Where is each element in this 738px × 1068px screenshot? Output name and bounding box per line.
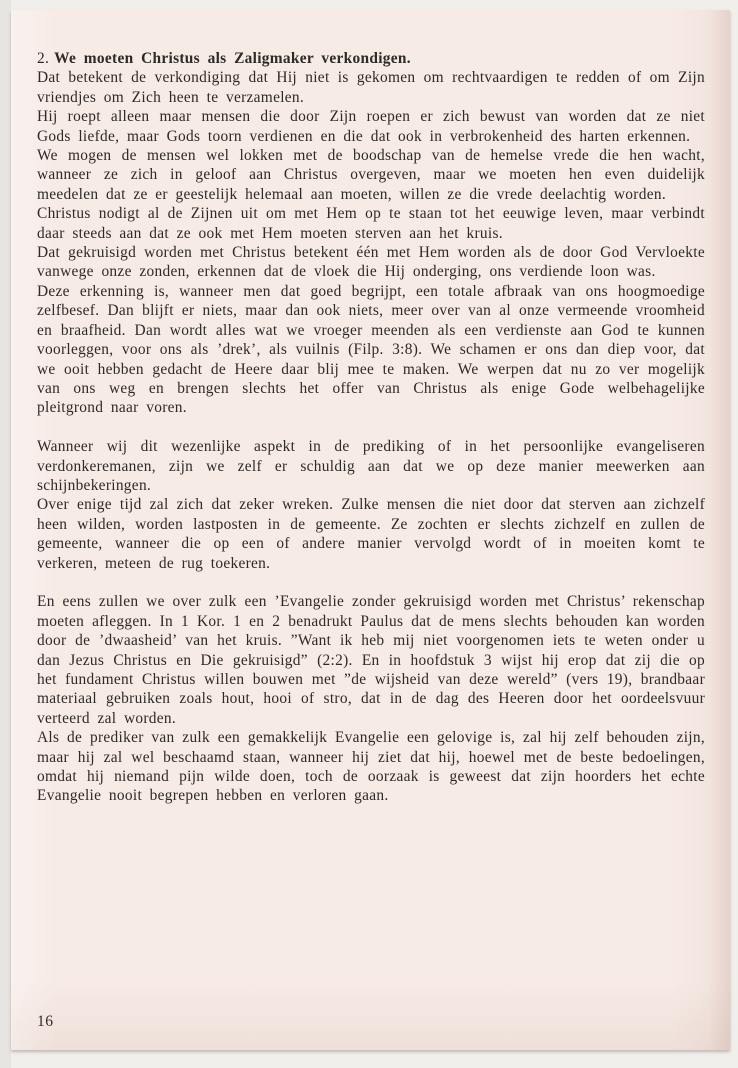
book-page (11, 10, 730, 1050)
paragraph: Dat gekruisigd worden met Christus betekent één met Hem worden als de door God Vervloekte vanwege onze zonden, erkennen dat de vloek die Hij onderging, ons verdiende loon was. (37, 244, 705, 281)
paragraph: Over enige tijd zal zich dat zeker wreken. Zulke mensen die niet door dat sterven aan zichzelf heen wilden, worden lastposten in de gemeente. Ze zochten er slechts zichzelf en zullen de gemeente, wanneer die op een of andere manier vervolgd wordt of in moeiten komt te verkeren, meteen de rug toekeren. (37, 496, 705, 572)
page-text (37, 49, 705, 806)
page-number: 16 (37, 1013, 54, 1030)
section-title: We moeten Christus als Zaligmaker verkondigen. (54, 50, 411, 67)
section-number: 2. (37, 50, 50, 67)
paragraph: Christus nodigt al de Zijnen uit om met Hem op te staan tot het eeuwige leven, maar verbindt daar steeds aan dat ze ook met Hem moeten sterven aan het kruis. (37, 205, 705, 242)
paragraph: We mogen de mensen wel lokken met de boodschap van de hemelse vrede die hen wacht, wanneer ze zich in geloof aan Christus overgeven, maar we moeten hen even duidelijk meedelen dat ze er geestelijk helemaal aan moeten, willen ze die vrede deelachtig worden. (37, 147, 705, 203)
paragraph: Wanneer wij dit wezenlijke aspekt in de prediking of in het persoonlijke evangeliseren verdonkeremanen, zijn we zelf er schuldig aan dat we op deze manier meewerken aan schijnbekeringen. (37, 438, 705, 494)
paragraph: Als de prediker van zulk een gemakkelijk Evangelie een gelovige is, zal hij zelf behouden zijn, maar hij zal wel beschaamd staan, wanneer hij ziet dat hij, hoewel met de beste bedoelingen, omdat hij niemand pijn wilde doen, toch de oorzaak is geweest dat zijn hoorders het echte Evangelie nooit begrepen hebben en verloren gaan. (37, 729, 705, 805)
paragraph: Dat betekent de verkondiging dat Hij niet is gekomen om rechtvaardigen te redden of om Zijn vriendjes om Zich heen te verzamelen. (37, 69, 705, 106)
paragraph: En eens zullen we over zulk een ’Evangelie zonder gekruisigd worden met Christus’ rekenschap moeten afleggen. In 1 Kor. 1 en 2 benadrukt Paulus dat de mens slechts behouden kan worden door de ’dwaasheid’ van het kruis. ”Want ik heb mij niet voorgenomen iets te weten onder u dan Jezus Christus en Die gekruisigd” (2:2). En in hoofdstuk 3 wijst hij erop dat zij die op het fundament Christus willen bouwen met ”de wijsheid van deze wereld” (vers 19), brandbaar materiaal gebruiken zoals hout, hooi of stro, dat in de dag des Heeren door het oordeelsvuur verteerd zal worden. (37, 593, 705, 727)
section-heading (37, 49, 705, 68)
paragraph: Deze erkenning is, wanneer men dat goed begrijpt, een totale afbraak van ons hoogmoedige zelfbesef. Dan blijft er niets, maar dan ook niets, meer over van al onze vermeende vroomheid en braafheid. Dan wordt alles wat we vroeger meenden als een verdienste aan God te kunnen voorleggen, voor ons als ’drek’, als vuilnis (Filp. 3:8). We schamen er ons dan diep voor, dat we ooit hebben gedacht de Heere daar blij mee te maken. We werpen dat nu zo ver mogelijk van ons weg en brengen slechts het offer van Christus als enige Gode welbehagelijke pleitgrond naar voren. (37, 282, 705, 417)
paragraph: Hij roept alleen maar mensen die door Zijn roepen er zich bewust van worden dat ze niet Gods liefde, maar Gods toorn verdienen en die dat ook in verbrokenheid des harten erkennen. (37, 108, 705, 145)
